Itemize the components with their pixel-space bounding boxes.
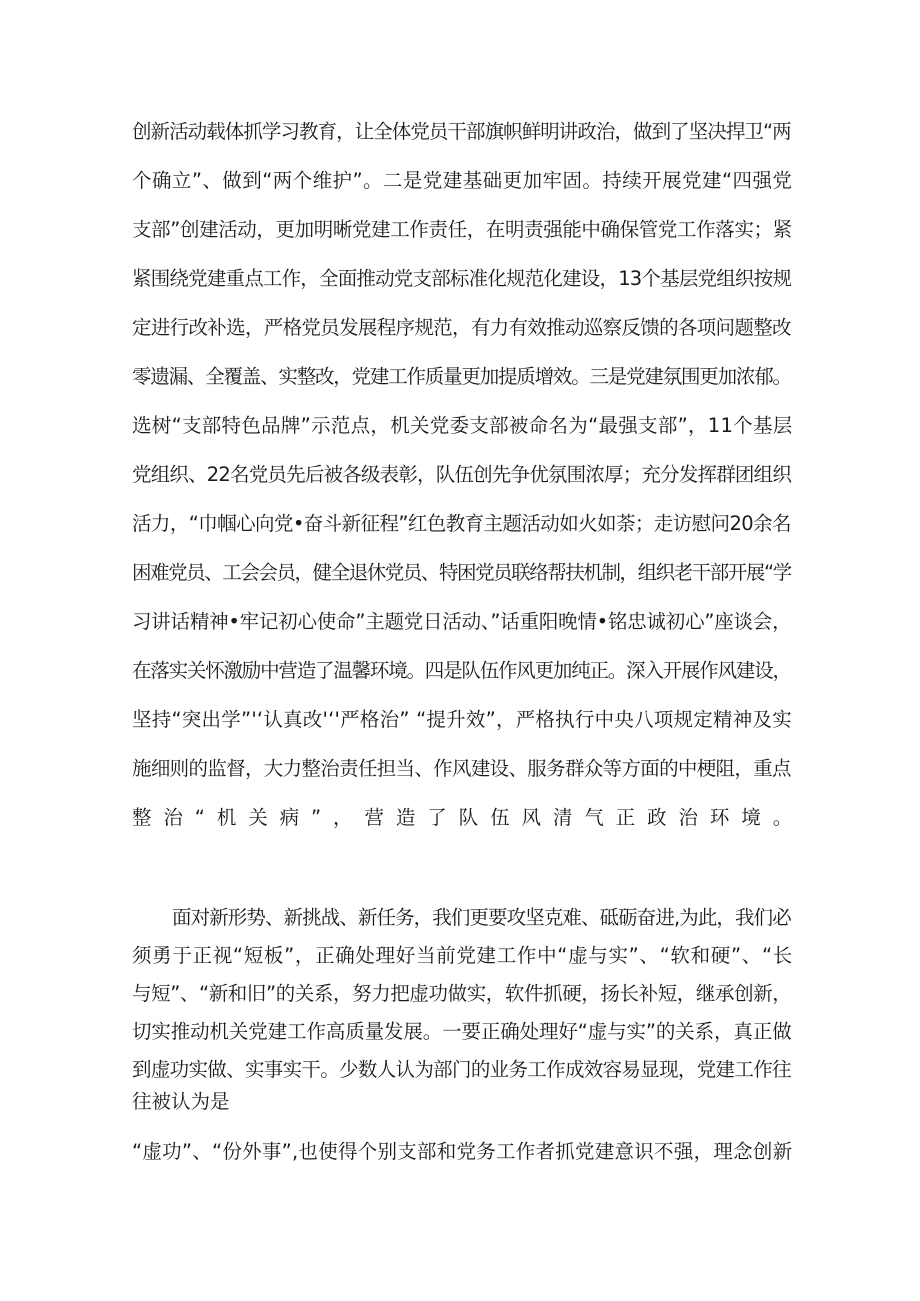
text-line: 个确立”、做到“两个维护”。二是党建基础更加牢固。持续开展党建“四强党 <box>132 169 793 192</box>
text-line: 定进行改补选，严格党员发展程序规范，有力有效推动巡察反馈的各项问题整改 <box>132 316 791 339</box>
text-line: 活力，“巾帼心向党•奋斗新征程”红色教育主题活动如火如荼；走访慰问20余名 <box>132 512 791 535</box>
text-line: 紧围绕党建重点工作，全面推动党支部标准化规范化建设，13个基层党组织按规 <box>132 267 792 290</box>
text-line: 与短”、“新和旧”的关系，努力把虚功做实，软件抓硬，扬长补短，继承创新， <box>132 982 792 1005</box>
text-line: 党组织、22名党员先后被各级表彰，队伍创先争优氛围浓厚；充分发挥群团组织 <box>132 463 792 486</box>
text-line: 施细则的监督，大力整治责任担当、作风建设、服务群众等方面的中梗阻，重点 <box>132 757 791 780</box>
text-line: 须勇于正视“短板”，正确处理好当前党建工作中“虚与实”、“软和硬”、“长 <box>132 944 793 967</box>
text-line: 困难党员、工会会员，健全退休党员、特困党员联络帮扶机制，组织老干部开展“学 <box>132 561 791 584</box>
text-line: 创新活动载体抓学习教育，让全体党员干部旗帜鲜明讲政治，做到了坚决捍卫“两 <box>132 120 791 143</box>
text-line: 到虚功实做、实事实干。少数人认为部门的业务工作成效容易显现，党建工作往 <box>132 1058 791 1081</box>
text-line: 面对新形势、新挑战、新任务，我们更要攻坚克难、砥砺奋进,为此，我们必 <box>172 906 791 929</box>
text-line: 坚持“突出学”'‘认真改'‘'严格治” “提升效”，严格执行中央八项规定精神及实 <box>132 708 792 731</box>
text-line: “虚功”、“份外事”,也使得个别支部和党务工作者抓党建意识不强，理念创新 <box>132 1140 793 1163</box>
text-line: 往被认为是 <box>132 1090 230 1113</box>
text-line: 习讲话精神•牢记初心使命”主题党日活动、”话重阳晚情•铭忠诚初心”座谈会， <box>132 610 792 633</box>
text-line: 整治“机关病”，营造了队伍风清气正政治环境。 <box>132 806 805 829</box>
text-line: 支部”创建活动，更加明晰党建工作责任，在明责强能中确保管党工作落实；紧 <box>132 218 792 241</box>
text-line: 在落实关怀激励中营造了温馨环境。四是队伍作风更加纯正。深入开展作风建设， <box>132 659 791 682</box>
text-line: 零遗漏、全覆盖、实整改，党建工作质量更加提质增效。三是党建氛围更加浓郁。 <box>132 365 791 388</box>
text-line: 切实推动机关党建工作高质量发展。一要正确处理好“虚与实”的关系，真正做 <box>132 1020 792 1043</box>
text-line: 选树“支部特色品牌”示范点，机关党委支部被命名为“最强支部”，11个基层 <box>132 414 793 437</box>
